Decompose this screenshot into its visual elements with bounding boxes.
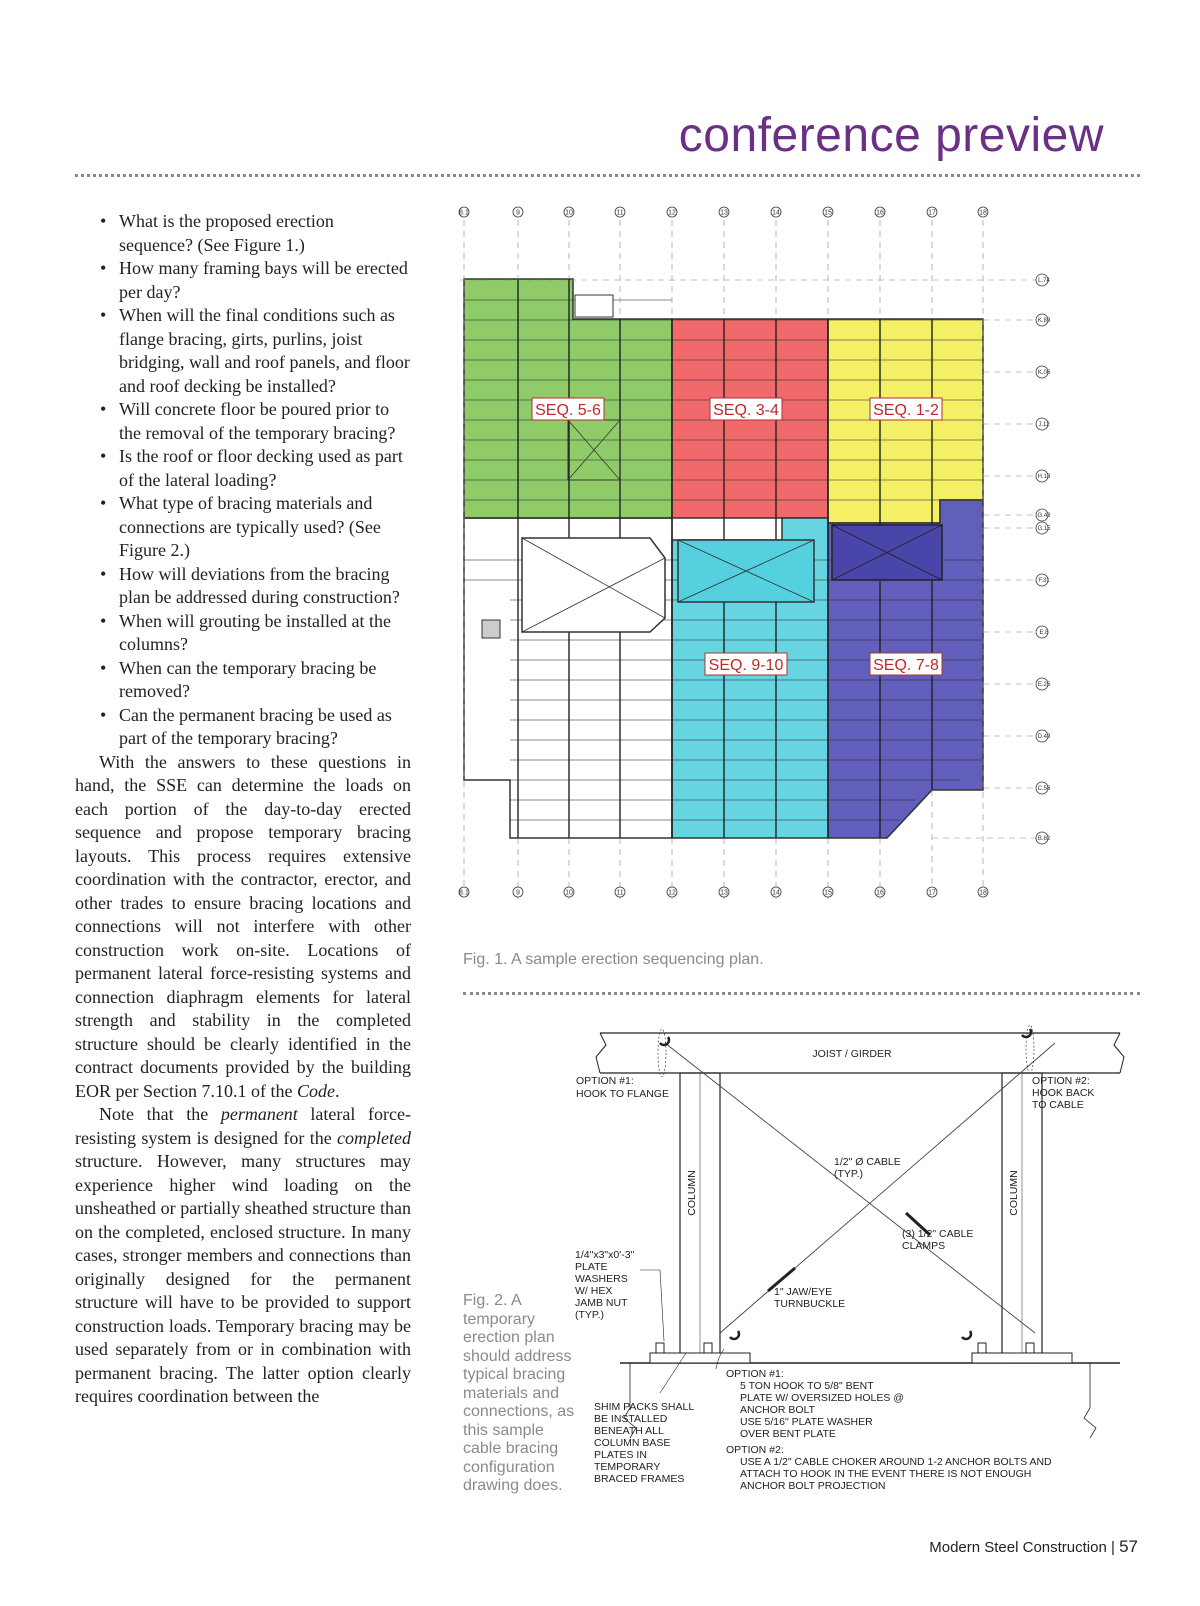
svg-text:9: 9 (516, 889, 520, 897)
grid-bubble (1036, 574, 1050, 586)
svg-text:TEMPORARY: TEMPORARY (594, 1461, 661, 1473)
girder-label: JOIST / GIRDER (812, 1048, 892, 1060)
svg-text:WASHERS: WASHERS (575, 1273, 628, 1285)
svg-text:10: 10 (565, 889, 573, 897)
list-item: • How will deviations from the bracing plan be addressed during construction? (75, 563, 411, 610)
grid-bubble (513, 207, 523, 217)
svg-text:K.89: K.89 (1037, 318, 1051, 324)
seq-label-3-4 (710, 398, 782, 420)
svg-text:SEQ. 3-4: SEQ. 3-4 (713, 402, 779, 419)
svg-text:BRACED FRAMES: BRACED FRAMES (594, 1473, 685, 1485)
grid-bubble (1036, 470, 1051, 482)
footer-separator: | (1111, 1539, 1115, 1556)
grid-bubble (459, 887, 469, 897)
figure-2-caption: Fig. 2. A temporary erection plan should address typical bracing materials and connections, as this sample cable bracing configuration drawing does. (463, 1292, 575, 1494)
list-item: • Can the permanent bracing be used as part of the temporary bracing? (75, 704, 411, 751)
callout-option1-flange (576, 1075, 669, 1100)
list-item: • What is the proposed erection sequence? (See Figure 1.) (75, 210, 411, 257)
svg-text:ANCHOR BOLT: ANCHOR BOLT (740, 1404, 816, 1416)
grid-bubble (927, 887, 937, 897)
svg-text:OPTION #1:: OPTION #1: (726, 1368, 784, 1380)
svg-text:10: 10 (565, 209, 573, 217)
svg-text:8.1: 8.1 (459, 209, 469, 217)
grid-bubble (1036, 832, 1051, 844)
list-item: • Is the roof or floor decking used as part of the lateral loading? (75, 445, 411, 492)
grid-bubble (875, 207, 885, 217)
svg-text:E.25: E.25 (1037, 682, 1051, 688)
svg-text:CLAMPS: CLAMPS (902, 1240, 946, 1252)
svg-text:OPTION #1:: OPTION #1: (576, 1075, 634, 1087)
seq-label-7-8 (870, 653, 942, 675)
svg-text:(TYP.): (TYP.) (575, 1309, 604, 1321)
svg-text:BE INSTALLED: BE INSTALLED (594, 1413, 668, 1425)
figure-divider (463, 992, 1140, 995)
svg-text:5 TON HOOK TO 5/8" BENT: 5 TON HOOK TO 5/8" BENT (740, 1380, 874, 1392)
figure-erection-sequencing-plan (460, 200, 1140, 940)
svg-text:W/ HEX: W/ HEX (575, 1285, 613, 1297)
svg-text:JAMB NUT: JAMB NUT (575, 1297, 628, 1309)
elevator-box (482, 620, 500, 638)
grid-bubble (513, 887, 523, 897)
svg-text:16: 16 (876, 209, 884, 217)
svg-text:PLATES IN: PLATES IN (594, 1449, 647, 1461)
grid-bubbles-right (1036, 274, 1051, 844)
svg-text:HOOK TO FLANGE: HOOK TO FLANGE (576, 1088, 669, 1100)
column-label: COLUMN (686, 1170, 698, 1216)
svg-text:COLUMN BASE: COLUMN BASE (594, 1437, 671, 1449)
grid-bubbles-bottom (459, 887, 988, 897)
publication-name: Modern Steel Construction (929, 1539, 1107, 1556)
svg-text:17: 17 (928, 209, 936, 217)
grid-bubble (459, 207, 469, 217)
svg-text:TURNBUCKLE: TURNBUCKLE (774, 1298, 846, 1310)
svg-text:15: 15 (824, 209, 832, 217)
svg-text:G.43: G.43 (1037, 513, 1051, 519)
svg-text:14: 14 (772, 889, 780, 897)
column-label: COLUMN (1008, 1170, 1020, 1216)
svg-text:ATTACH TO HOOK IN THE EVENT TH: ATTACH TO HOOK IN THE EVENT THERE IS NOT ENOUGH (740, 1468, 1032, 1480)
svg-text:16: 16 (876, 889, 884, 897)
svg-text:18: 18 (979, 889, 987, 897)
grid-bubble (1036, 626, 1049, 638)
svg-text:BENEATH ALL: BENEATH ALL (594, 1425, 664, 1437)
figure-1-caption: Fig. 1. A sample erection sequencing plan. (463, 951, 764, 968)
list-item: • Will concrete floor be poured prior to the removal of the temporary bracing? (75, 398, 411, 445)
list-item: • When will grouting be installed at the columns? (75, 610, 411, 657)
list-item: • When will the final conditions such as flange bracing, girts, purlins, joist bridging, wall and roof panels, and floor and roof decking be installed? (75, 304, 411, 398)
grid-bubble (1036, 366, 1051, 378)
body-column (75, 210, 411, 1409)
svg-text:OVER BENT PLATE: OVER BENT PLATE (740, 1428, 836, 1440)
svg-text:K.06: K.06 (1037, 370, 1051, 376)
question-list (75, 210, 411, 751)
list-item: • What type of bracing materials and connections are typically used? (See Figure 2.) (75, 492, 411, 563)
grid-bubbles-top (459, 207, 988, 217)
svg-text:OPTION #2:: OPTION #2: (1032, 1075, 1090, 1087)
svg-text:9: 9 (516, 209, 520, 217)
figure-cable-bracing-detail (575, 1013, 1130, 1533)
grid-bubble (1036, 274, 1050, 286)
svg-text:C.56: C.56 (1037, 786, 1051, 792)
callout-cable-clamps (902, 1228, 973, 1252)
svg-text:G.15: G.15 (1037, 526, 1051, 532)
svg-text:13: 13 (720, 889, 728, 897)
svg-text:OPTION #2:: OPTION #2: (726, 1444, 784, 1456)
page-number: 57 (1119, 1537, 1138, 1556)
svg-text:SHIM PACKS SHALL: SHIM PACKS SHALL (594, 1401, 695, 1413)
grid-bubble (927, 207, 937, 217)
body-paragraph: With the answers to these questions in hand, the SSE can determine the loads on each portion of the day-to-day erected sequence and propose temporary bracing layouts. This process requires extensive coordination with the contractor, erector, and other trades to ensure bracing locations and connections will not interfere with other construction work on-site. Locations of permanent lateral force-resisting systems and connection diaphragm elements for lateral strength and stability in the completed structure should be clearly identified in the contract documents provided by the building EOR per Section 7.10.1 of the Code. (75, 751, 411, 1101)
svg-text:14: 14 (772, 209, 780, 217)
grid-bubble (564, 207, 574, 217)
grid-bubble (823, 887, 833, 897)
svg-text:PLATE: PLATE (575, 1261, 608, 1273)
grid-bubble (771, 207, 781, 217)
stair-opening (522, 538, 665, 632)
grid-bubble (1036, 678, 1051, 690)
svg-text:HOOK BACK: HOOK BACK (1032, 1087, 1095, 1099)
callout-shim-packs (594, 1401, 694, 1485)
seq-label-5-6 (532, 398, 604, 420)
grid-bubble (1036, 730, 1051, 742)
grid-bubble (1036, 522, 1051, 534)
svg-text:SEQ. 5-6: SEQ. 5-6 (535, 402, 601, 419)
callout-cable (834, 1156, 901, 1180)
callout-option2-cable (1032, 1075, 1094, 1111)
elevator-box (575, 295, 613, 317)
grid-bubble (875, 887, 885, 897)
svg-text:(TYP.): (TYP.) (834, 1168, 863, 1180)
body-paragraph: Note that the permanent lateral force-resisting system is designed for the completed structure. However, many structures may experience higher wind loading on the unsheathed or partially sheathed structure than on the completed, enclosed structure. In many cases, stronger members and connections than originally designed for the permanent structure will have to be provided to support construction loads. Temporary bracing may be used separately from or in combination with permanent bracing. The latter option clearly requires coordination between the (75, 1104, 411, 1406)
list-item: • How many framing bays will be erected per day? (75, 257, 411, 304)
svg-text:SEQ. 1-2: SEQ. 1-2 (873, 402, 939, 419)
svg-text:TO CABLE: TO CABLE (1032, 1099, 1084, 1111)
svg-text:PLATE W/ OVERSIZED HOLES @: PLATE W/ OVERSIZED HOLES @ (740, 1392, 904, 1404)
svg-text:E.8: E.8 (1039, 630, 1049, 636)
header-divider (75, 174, 1140, 177)
svg-text:8.1: 8.1 (459, 889, 469, 897)
grid-bubble (667, 887, 677, 897)
svg-text:1/2" Ø CABLE: 1/2" Ø CABLE (834, 1156, 901, 1168)
svg-text:(3) 1/2" CABLE: (3) 1/2" CABLE (902, 1228, 974, 1240)
svg-text:USE A 1/2" CABLE CHOKER AROUND: USE A 1/2" CABLE CHOKER AROUND 1-2 ANCHOR BOLTS AND (740, 1456, 1052, 1468)
svg-text:12: 12 (668, 889, 676, 897)
grid-bubble (1036, 782, 1051, 794)
callout-turnbuckle (774, 1286, 845, 1310)
page-header-title: conference preview (678, 109, 1104, 162)
svg-text:F.31: F.31 (1038, 578, 1050, 584)
svg-text:18: 18 (979, 209, 987, 217)
svg-text:SEQ. 9-10: SEQ. 9-10 (708, 657, 784, 674)
svg-text:H.18: H.18 (1037, 474, 1051, 480)
grid-bubble (615, 887, 625, 897)
grid-bubble (978, 887, 988, 897)
grid-bubble (1036, 314, 1051, 326)
svg-text:11: 11 (616, 209, 624, 217)
grid-bubble (667, 207, 677, 217)
svg-text:1/4"x3"x0'-3": 1/4"x3"x0'-3" (575, 1249, 635, 1261)
list-item: • When can the temporary bracing be removed? (75, 657, 411, 704)
grid-bubble (1036, 418, 1050, 430)
grid-bubble (771, 887, 781, 897)
callout-option2-notes (726, 1444, 1052, 1492)
grid-bubble (615, 207, 625, 217)
grid-bubble (564, 887, 574, 897)
callout-option1-notes (726, 1368, 904, 1440)
svg-text:1" JAW/EYE: 1" JAW/EYE (774, 1286, 833, 1298)
svg-text:ANCHOR BOLT PROJECTION: ANCHOR BOLT PROJECTION (740, 1480, 886, 1492)
grid-bubble (978, 207, 988, 217)
svg-text:L.74: L.74 (1038, 278, 1050, 284)
svg-text:11: 11 (616, 889, 624, 897)
grid-bubble (1036, 509, 1051, 521)
svg-text:USE 5/16" PLATE WASHER: USE 5/16" PLATE WASHER (740, 1416, 873, 1428)
svg-text:D.49: D.49 (1037, 734, 1051, 740)
seq-region-1-2 (828, 319, 983, 523)
page-footer (929, 1537, 1138, 1557)
seq-label-9-10 (705, 653, 787, 675)
svg-text:15: 15 (824, 889, 832, 897)
svg-text:13: 13 (720, 209, 728, 217)
svg-text:12: 12 (668, 209, 676, 217)
callout-plate-washers (575, 1249, 635, 1321)
svg-text:J.12: J.12 (1038, 422, 1050, 428)
seq-label-1-2 (870, 398, 942, 420)
grid-bubble (823, 207, 833, 217)
grid-bubble (719, 887, 729, 897)
svg-text:SEQ. 7-8: SEQ. 7-8 (873, 657, 939, 674)
svg-text:B.62: B.62 (1037, 836, 1051, 842)
svg-text:17: 17 (928, 889, 936, 897)
grid-bubble (719, 207, 729, 217)
